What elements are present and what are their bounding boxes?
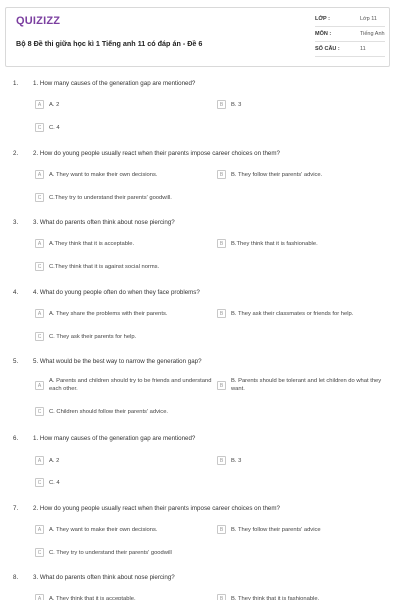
meta-divider: [315, 41, 385, 42]
option-c[interactable]: [35, 193, 172, 202]
option-text: B. They ask their classmates or friends for help.: [231, 310, 354, 317]
option-letter-box: C: [35, 407, 44, 416]
option-letter-box: A: [35, 239, 44, 248]
option-letter-box: B: [217, 525, 226, 534]
option-letter-box: B: [217, 381, 226, 390]
option-letter-box: B: [217, 100, 226, 109]
meta-subject-label: MÔN :: [315, 31, 332, 37]
option-letter-box: B: [217, 309, 226, 318]
option-a[interactable]: [35, 377, 215, 393]
option-c[interactable]: [35, 407, 168, 416]
option-letter-box: C: [35, 548, 44, 557]
option-text: B.They think that it is fashionable.: [231, 240, 318, 247]
option-letter-box: A: [35, 594, 44, 600]
option-letter-box: A: [35, 309, 44, 318]
option-text: A. They want to make their own decisions.: [49, 526, 158, 533]
question-number: 2.: [13, 150, 19, 157]
option-a[interactable]: [35, 239, 134, 248]
option-a[interactable]: [35, 170, 157, 179]
option-letter-box: C: [35, 478, 44, 487]
question-text: 3. What do parents often think about nose piercing?: [33, 219, 175, 226]
option-b[interactable]: [217, 100, 241, 109]
option-letter-box: B: [217, 239, 226, 248]
option-c[interactable]: [35, 332, 136, 341]
option-letter-box: B: [217, 456, 226, 465]
option-text: C. 4: [49, 124, 60, 131]
option-b[interactable]: [217, 170, 322, 179]
option-text: B. Parents should be tolerant and let children do what they want.: [231, 378, 382, 392]
option-text: C. 4: [49, 479, 60, 486]
quizizz-logo: QUIZIZZ: [16, 15, 61, 27]
option-letter-box: C: [35, 123, 44, 132]
option-b[interactable]: [217, 525, 321, 534]
meta-class-value: Lớp 11: [360, 16, 377, 22]
question-text: 1. How many causes of the generation gap are mentioned?: [33, 80, 196, 87]
option-letter-box: B: [217, 594, 226, 600]
option-text: B. 3: [231, 457, 242, 464]
option-text: B. They follow their parents' advice: [231, 526, 321, 533]
option-b[interactable]: [217, 456, 241, 465]
option-letter-box: A: [35, 170, 44, 179]
option-text: A.They think that it is acceptable.: [49, 240, 135, 247]
option-letter-box: A: [35, 525, 44, 534]
worksheet-header: [5, 7, 390, 67]
meta-class-label: LỚP :: [315, 16, 330, 22]
question-text: 4. What do young people often do when they face problems?: [33, 289, 200, 296]
question-text: 1. How many causes of the generation gap are mentioned?: [33, 435, 196, 442]
option-text: B. They follow their parents' advice.: [231, 171, 323, 178]
option-letter-box: A: [35, 100, 44, 109]
option-text: A. They share the problems with their parents.: [49, 310, 168, 317]
option-a[interactable]: [35, 525, 157, 534]
option-text: A. They want to make their own decisions.: [49, 171, 158, 178]
question-number: 1.: [13, 80, 19, 87]
option-text: C.They try to understand their parents' goodwill.: [49, 194, 172, 201]
question-number: 5.: [13, 358, 19, 365]
option-a[interactable]: [35, 100, 59, 109]
question-number: 7.: [13, 505, 19, 512]
meta-divider: [315, 26, 385, 27]
meta-divider: [315, 56, 385, 57]
option-b[interactable]: [217, 594, 319, 600]
question-number: 4.: [13, 289, 19, 296]
option-letter-box: C: [35, 262, 44, 271]
question-number: 8.: [13, 574, 19, 581]
meta-count-value: 11: [360, 46, 366, 52]
option-b[interactable]: [217, 239, 318, 248]
option-a[interactable]: [35, 456, 59, 465]
option-letter-box: A: [35, 456, 44, 465]
question-text: 2. How do young people usually react when their parents impose career choices on them?: [33, 150, 280, 157]
question-text: 2. How do young people usually react when their parents impose career choices on them?: [33, 505, 280, 512]
option-text: C. They try to understand their parents' goodwill: [49, 549, 172, 556]
option-text: A. 2: [49, 457, 60, 464]
option-c[interactable]: [35, 548, 172, 557]
option-a[interactable]: [35, 309, 167, 318]
question-text: 5. What would be the best way to narrow the generation gap?: [33, 358, 202, 365]
option-text: C.They think that it is against social norms.: [49, 263, 160, 270]
question-text: 3. What do parents often think about nose piercing?: [33, 574, 175, 581]
meta-count-label: SỐ CÂU :: [315, 46, 340, 52]
option-text: A. They think that it is acceptable.: [49, 595, 136, 600]
meta-subject-value: Tiếng Anh: [360, 31, 385, 37]
option-b[interactable]: [217, 309, 353, 318]
worksheet-title: Bộ 8 Đề thi giữa học kì 1 Tiếng anh 11 có đáp án - Đề 6: [16, 39, 203, 48]
option-text: C. They ask their parents for help.: [49, 333, 137, 340]
option-letter-box: C: [35, 332, 44, 341]
option-text: B. 3: [231, 101, 242, 108]
option-c[interactable]: [35, 262, 159, 271]
option-letter-box: A: [35, 381, 44, 390]
option-text: A. 2: [49, 101, 60, 108]
option-c[interactable]: [35, 123, 60, 132]
option-text: C. Children should follow their parents' advice.: [49, 408, 169, 415]
option-c[interactable]: [35, 478, 60, 487]
question-number: 6.: [13, 435, 19, 442]
option-a[interactable]: [35, 594, 136, 600]
option-letter-box: C: [35, 193, 44, 202]
option-letter-box: B: [217, 170, 226, 179]
option-text: A. Parents and children should try to be friends and understand each other.: [49, 378, 212, 392]
option-text: B. They think that it is fashionable.: [231, 595, 320, 600]
question-number: 3.: [13, 219, 19, 226]
option-b[interactable]: [217, 377, 387, 393]
